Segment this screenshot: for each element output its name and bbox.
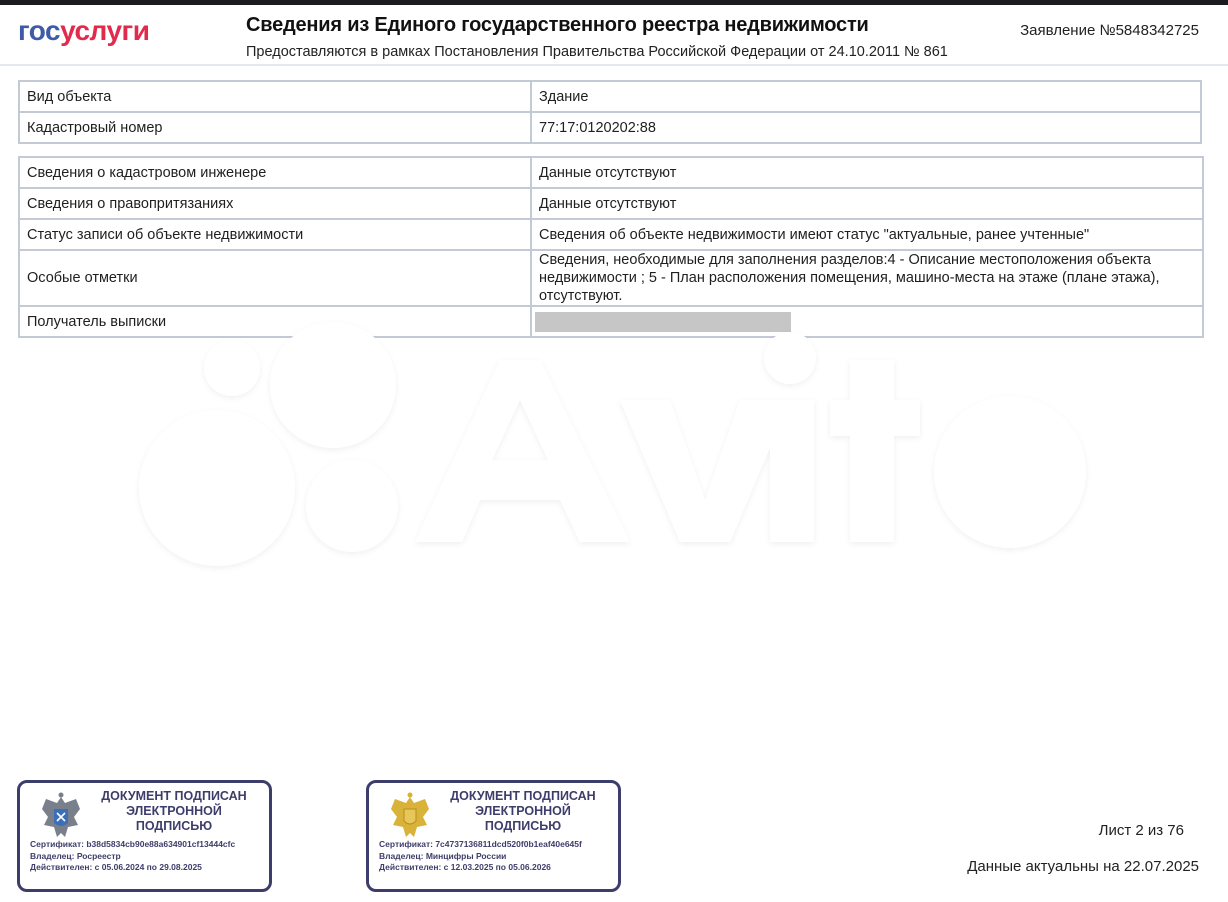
row-label: Статус записи об объекте недвижимости [19,219,531,250]
row-value: Здание [531,81,1201,112]
table-row [19,81,1201,112]
row-label: Сведения о правопритязаниях [19,188,531,219]
row-value: Сведения об объекте недвижимости имеют статус "актуальные, ранее учтенные" [531,219,1203,250]
row-label: Кадастровый номер [19,112,531,143]
row-label: Особые отметки [19,250,531,306]
table-row [19,188,1203,219]
redacted-block [535,312,791,332]
certificate-owner: Владелец: Минцифры России [379,850,507,861]
signature-stamp-mintsifry [366,780,621,892]
stamp-title-line: ЭЛЕКТРОННОЙ [126,804,222,818]
gosuslugi-logo [18,15,149,47]
stamp-title-line: ПОДПИСЬЮ [135,819,213,833]
certificate-id: Сертификат: 7c4737136811dcd520f0b1eaf40e645f [379,839,582,849]
certificate-validity: Действителен: с 05.06.2024 по 29.08.2025 [30,862,202,872]
application-number: Заявление №5848342725 [1020,22,1199,39]
table-row [19,219,1203,250]
signature-stamp-rosreestr [17,780,272,892]
certificate-validity: Действителен: с 12.03.2025 по 05.06.2026 [379,862,551,872]
russia-coat-of-arms-icon [387,791,433,841]
details-table [18,156,1204,338]
stamp-title-line: ДОКУМЕНТ ПОДПИСАН [450,789,596,803]
stamp-info [30,839,235,874]
object-table [18,80,1202,144]
stamp-title [433,789,613,834]
row-label: Сведения о кадастровом инженере [19,157,531,188]
table-row [19,112,1201,143]
certificate-id: Сертификат: b38d5834cb90e88a634901cf13444cfc [30,839,236,849]
certificate-owner: Владелец: Росреестр [30,850,121,861]
data-actual-date: Данные актуальны на 22.07.2025 [967,858,1199,875]
logo-part-uslugi: услуги [60,15,150,46]
stamp-title-line: ПОДПИСЬЮ [484,819,562,833]
stamp-title-line: ЭЛЕКТРОННОЙ [475,804,571,818]
page-counter: Лист 2 из 76 [1098,822,1184,839]
row-label: Вид объекта [19,81,531,112]
avito-watermark-icon [130,320,1110,580]
table-row [19,306,1203,337]
row-label: Получатель выписки [19,306,531,337]
stamp-title [84,789,264,834]
table-row [19,250,1203,306]
document-title: Сведения из Единого государственного реестра недвижимости [246,14,869,36]
table-row [19,157,1203,188]
row-value: Данные отсутствуют [531,188,1203,219]
stamp-title-line: ДОКУМЕНТ ПОДПИСАН [101,789,247,803]
logo-part-gos: гос [18,15,61,46]
row-value: Сведения, необходимые для заполнения разделов:4 - Описание местоположения объекта недвижимости ; 5 - План расположения помещения, машино-места на этаже (плане этажа), отсутствуют. [531,250,1203,306]
row-value: Данные отсутствуют [531,157,1203,188]
document-header [0,5,1228,66]
cadastral-number: 77:17:0120202:88 [531,112,1201,143]
document-subtitle: Предоставляются в рамках Постановления Правительства Российской Федерации от 24.10.2011 № 861 [246,44,948,60]
stamp-info [379,839,582,874]
rosreestr-emblem-icon [38,791,84,841]
row-value-redacted [531,306,1203,337]
